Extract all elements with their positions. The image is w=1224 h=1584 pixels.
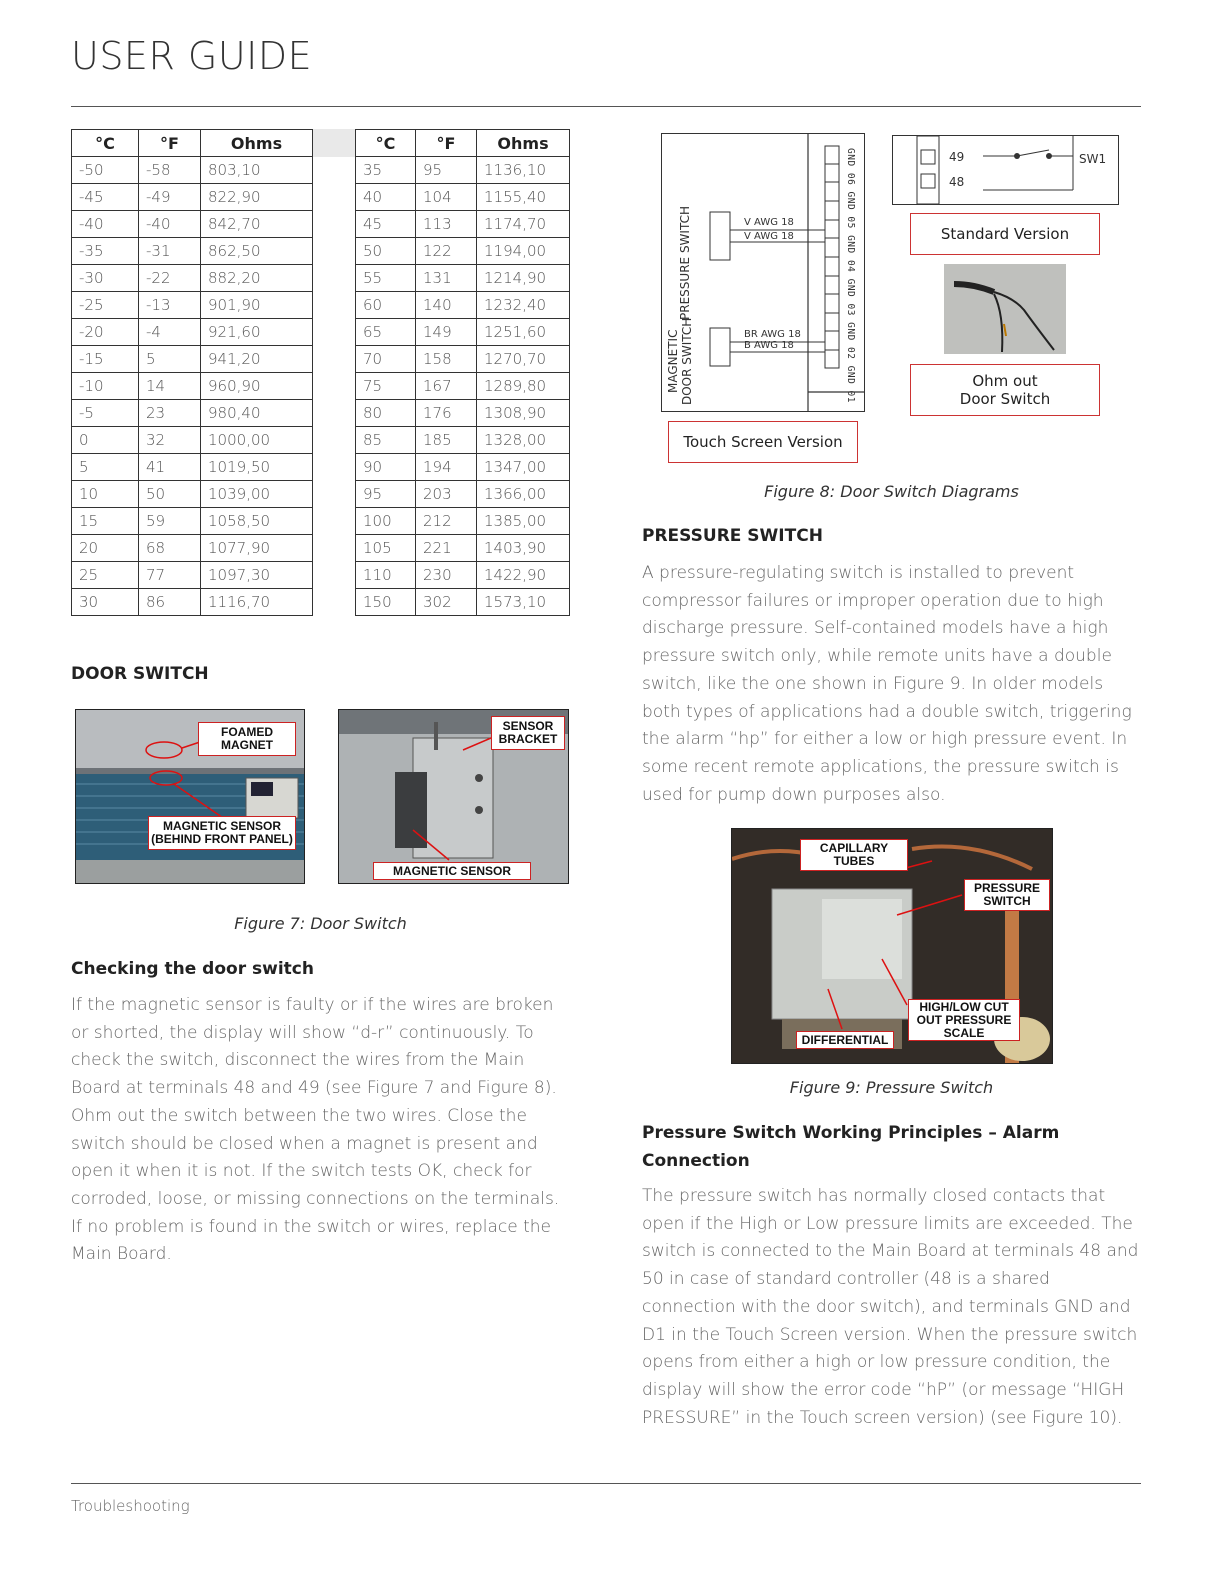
table-cell: 86: [139, 589, 201, 616]
table-cell: 75: [356, 373, 416, 400]
pressure-switch-body: A pressure-regulating switch is installed to prevent compressor failures or improper operation due to high discharge pressure. Self-contained models have a high pressure switch only, while remote units have a double switch, like the one shown in Figure 9. In older models both types of applications had a double switch, triggering the alarm “hp” for either a low or high pressure event. In some recent remote applications, the pressure switch is used for pump down purposes also.: [642, 563, 1132, 805]
table-cell: 122: [416, 238, 477, 265]
table-cell: 1232,40: [477, 292, 570, 319]
table-cell: 980,40: [201, 400, 313, 427]
table-cell: -50: [72, 157, 139, 184]
touch-screen-version-label: Touch Screen Version: [668, 421, 858, 463]
table-cell: 1347,00: [477, 454, 570, 481]
table-row: [356, 211, 570, 238]
table-cell: 1308,90: [477, 400, 570, 427]
table-cell: 803,10: [201, 157, 313, 184]
table-cell: 1000,00: [201, 427, 313, 454]
ohm-out-photo: [944, 264, 1066, 354]
table-cell: 32: [139, 427, 201, 454]
table-row: [356, 400, 570, 427]
magnetic-sensor-callout: MAGNETIC SENSOR (BEHIND FRONT PANEL): [148, 816, 296, 850]
table-cell: 1385,00: [477, 508, 570, 535]
table-cell: 1214,90: [477, 265, 570, 292]
table-cell: 1270,70: [477, 346, 570, 373]
figure-8-caption: Figure 8: Door Switch Diagrams: [764, 482, 1019, 501]
wire-label: V AWG 18: [744, 217, 794, 228]
table-cell: 822,90: [201, 184, 313, 211]
table-cell: 60: [356, 292, 416, 319]
table-cell: 25: [72, 562, 139, 589]
wire-label: BR AWG 18: [744, 329, 801, 340]
table-cell: 95: [356, 481, 416, 508]
table-row: [72, 400, 313, 427]
wire-label: B AWG 18: [744, 340, 794, 351]
table-row: [356, 454, 570, 481]
door-switch-photo-1: [75, 709, 305, 884]
table-row: [72, 292, 313, 319]
table-row: [72, 562, 313, 589]
standard-wiring-diagram: [892, 135, 1119, 205]
table-cell: 68: [139, 535, 201, 562]
pressure-switch-heading: PRESSURE SWITCH: [642, 526, 823, 546]
table-row: [356, 535, 570, 562]
sw1-label: SW1: [1079, 152, 1107, 166]
table-cell: -31: [139, 238, 201, 265]
table-cell: 882,20: [201, 265, 313, 292]
table-row: [72, 481, 313, 508]
ohm-out-door-switch-label: [910, 364, 1100, 416]
table-row: [356, 427, 570, 454]
magnetic-door-switch-label: MAGNETIC DOOR SWITCH: [666, 317, 694, 406]
table-cell: 55: [356, 265, 416, 292]
table-cell: 221: [416, 535, 477, 562]
column-header: °C: [72, 130, 139, 157]
table-cell: 70: [356, 346, 416, 373]
table-row: [72, 211, 313, 238]
table-cell: 85: [356, 427, 416, 454]
table-cell: 941,20: [201, 346, 313, 373]
table-cell: 862,50: [201, 238, 313, 265]
table-cell: 158: [416, 346, 477, 373]
capillary-tubes-callout: CAPILLARY TUBES: [800, 839, 908, 871]
table-row: [356, 589, 570, 616]
table-cell: 95: [416, 157, 477, 184]
table-cell: 1058,50: [201, 508, 313, 535]
table-cell: 1019,50: [201, 454, 313, 481]
temperature-table-left: [71, 129, 313, 616]
table-cell: 302: [416, 589, 477, 616]
differential-callout: DIFFERENTIAL: [796, 1031, 894, 1049]
table-cell: 150: [356, 589, 416, 616]
table-row: [356, 508, 570, 535]
table-cell: -45: [72, 184, 139, 211]
table-cell: -58: [139, 157, 201, 184]
table-cell: 80: [356, 400, 416, 427]
table-cell: 59: [139, 508, 201, 535]
table-row: [72, 589, 313, 616]
table-cell: -40: [139, 211, 201, 238]
door-switch-photo-2: [338, 709, 569, 884]
table-row: [72, 508, 313, 535]
table-row: [72, 265, 313, 292]
terminal-labels: GND 06 GND 05 GND 04 GND 03 GND 02 GND 01: [845, 148, 856, 403]
table-cell: 1328,00: [477, 427, 570, 454]
table-cell: 1194,00: [477, 238, 570, 265]
table-row: [72, 427, 313, 454]
table-cell: 203: [416, 481, 477, 508]
table-cell: 50: [139, 481, 201, 508]
table-cell: 50: [356, 238, 416, 265]
wire-label: V AWG 18: [744, 231, 794, 242]
table-cell: 113: [416, 211, 477, 238]
table-row: [356, 184, 570, 211]
table-cell: 1039,00: [201, 481, 313, 508]
temperature-table-right: [355, 129, 570, 616]
door-switch-heading: DOOR SWITCH: [71, 664, 209, 684]
table-cell: 104: [416, 184, 477, 211]
table-row: [356, 292, 570, 319]
table-cell: 1289,80: [477, 373, 570, 400]
table-cell: 1136,10: [477, 157, 570, 184]
pressure-switch-photo: [731, 828, 1053, 1064]
table-cell: -40: [72, 211, 139, 238]
column-header: °C: [356, 130, 416, 157]
table-row: [356, 562, 570, 589]
table-row: [72, 535, 313, 562]
table-cell: 1573,10: [477, 589, 570, 616]
table-row: [356, 346, 570, 373]
table-cell: 185: [416, 427, 477, 454]
table-cell: 230: [416, 562, 477, 589]
table-cell: 100: [356, 508, 416, 535]
table-row: [356, 157, 570, 184]
table-cell: 1174,70: [477, 211, 570, 238]
table-cell: 167: [416, 373, 477, 400]
header-divider: [71, 106, 1141, 107]
standard-version-label: Standard Version: [910, 213, 1100, 255]
magnetic-sensor-callout-2: MAGNETIC SENSOR: [373, 862, 531, 880]
table-cell: 131: [416, 265, 477, 292]
table-cell: -10: [72, 373, 139, 400]
table-cell: 105: [356, 535, 416, 562]
table-cell: 5: [139, 346, 201, 373]
figure-9-caption: Figure 9: Pressure Switch: [789, 1078, 994, 1097]
table-cell: -49: [139, 184, 201, 211]
table-cell: 40: [356, 184, 416, 211]
table-cell: 1077,90: [201, 535, 313, 562]
table-cell: 14: [139, 373, 201, 400]
pressure-switch-callout: PRESSURE SWITCH: [964, 879, 1050, 911]
table-cell: 0: [72, 427, 139, 454]
table-cell: 140: [416, 292, 477, 319]
table-cell: -15: [72, 346, 139, 373]
table-cell: -4: [139, 319, 201, 346]
table-cell: 65: [356, 319, 416, 346]
table-cell: 5: [72, 454, 139, 481]
cut-out-pressure-scale-callout: HIGH/LOW CUT OUT PRESSURE SCALE: [908, 999, 1020, 1041]
table-cell: -35: [72, 238, 139, 265]
table-cell: -13: [139, 292, 201, 319]
table-cell: 921,60: [201, 319, 313, 346]
table-cell: 15: [72, 508, 139, 535]
foamed-magnet-callout: FOAMED MAGNET: [198, 722, 296, 756]
ohm-label-line-1: Ohm out: [972, 372, 1038, 390]
table-cell: -30: [72, 265, 139, 292]
table-cell: -25: [72, 292, 139, 319]
table-row: [356, 373, 570, 400]
terminal-48-label: 48: [949, 175, 965, 189]
table-cell: 212: [416, 508, 477, 535]
table-row: [356, 238, 570, 265]
pressure-switch-principles-heading: Pressure Switch Working Principles – Alarm Connection: [642, 1123, 1060, 1171]
table-cell: 20: [72, 535, 139, 562]
table-cell: 90: [356, 454, 416, 481]
table-cell: 960,90: [201, 373, 313, 400]
table-cell: 149: [416, 319, 477, 346]
column-header: Ohms: [201, 130, 313, 157]
table-cell: 41: [139, 454, 201, 481]
table-cell: 10: [72, 481, 139, 508]
table-cell: 1366,00: [477, 481, 570, 508]
table-row: [356, 319, 570, 346]
table-row: [72, 238, 313, 265]
ohm-label-line-2: Door Switch: [959, 390, 1051, 408]
table-cell: 176: [416, 400, 477, 427]
column-header: °F: [416, 130, 477, 157]
table-row: [356, 481, 570, 508]
table-row: [72, 346, 313, 373]
footer-section-label: Troubleshooting: [71, 1497, 190, 1515]
page-title: USER GUIDE: [71, 34, 313, 78]
table-row: [72, 454, 313, 481]
table-row: [72, 157, 313, 184]
table-cell: 194: [416, 454, 477, 481]
table-cell: 77: [139, 562, 201, 589]
table-cell: 1422,90: [477, 562, 570, 589]
table-row: [72, 184, 313, 211]
table-cell: -22: [139, 265, 201, 292]
table-cell: 1097,30: [201, 562, 313, 589]
table-cell: 1403,90: [477, 535, 570, 562]
table-cell: -5: [72, 400, 139, 427]
table-cell: 1116,70: [201, 589, 313, 616]
column-header: °F: [139, 130, 201, 157]
table-row: [72, 319, 313, 346]
touch-screen-wiring-diagram: [661, 133, 865, 412]
table-row: [356, 265, 570, 292]
table-cell: 1155,40: [477, 184, 570, 211]
table-cell: 842,70: [201, 211, 313, 238]
door-switch-body: If the magnetic sensor is faulty or if the wires are broken or shorted, the display will show “d-r” continuously. To check the switch, disconnect the wires from the Main Board at terminals 48 and 49 (see Figure 7 and Figure 8). Ohm out the switch between the two wires. Close the switch should be closed when a magnet is present and open it when it is not. If the switch tests OK, check for corroded, loose, or missing connections on the terminals. If no problem is found in the switch or wires, replace the Main Board.: [71, 995, 560, 1265]
table-cell: 45: [356, 211, 416, 238]
table-cell: 901,90: [201, 292, 313, 319]
column-header: Ohms: [477, 130, 570, 157]
table-cell: 1251,60: [477, 319, 570, 346]
table-row: [72, 373, 313, 400]
pressure-switch-label: PRESSURE SWITCH: [678, 206, 692, 320]
table-header-gap: [313, 129, 355, 157]
checking-door-switch-heading: Checking the door switch: [71, 959, 314, 979]
pressure-switch-principles-body: The pressure switch has normally closed contacts that open if the High or Low pressure limits are exceeded. The switch is connected to the Main Board at terminals 48 and 50 in case of standard controller (48 is a shared connection with the door switch), and terminals GND and D1 in the Touch Screen version. When the pressure switch opens from either a high or low pressure condition, the display will show the error code “hP” (or message “HIGH PRESSURE” in the Touch screen version) (see Figure 10).: [642, 1186, 1139, 1428]
table-cell: 30: [72, 589, 139, 616]
table-cell: 23: [139, 400, 201, 427]
table-cell: 110: [356, 562, 416, 589]
footer-divider: [71, 1483, 1141, 1484]
sensor-bracket-callout: SENSOR BRACKET: [491, 716, 565, 750]
figure-7-caption: Figure 7: Door Switch: [234, 914, 407, 933]
table-cell: 35: [356, 157, 416, 184]
table-cell: -20: [72, 319, 139, 346]
terminal-49-label: 49: [949, 150, 965, 164]
